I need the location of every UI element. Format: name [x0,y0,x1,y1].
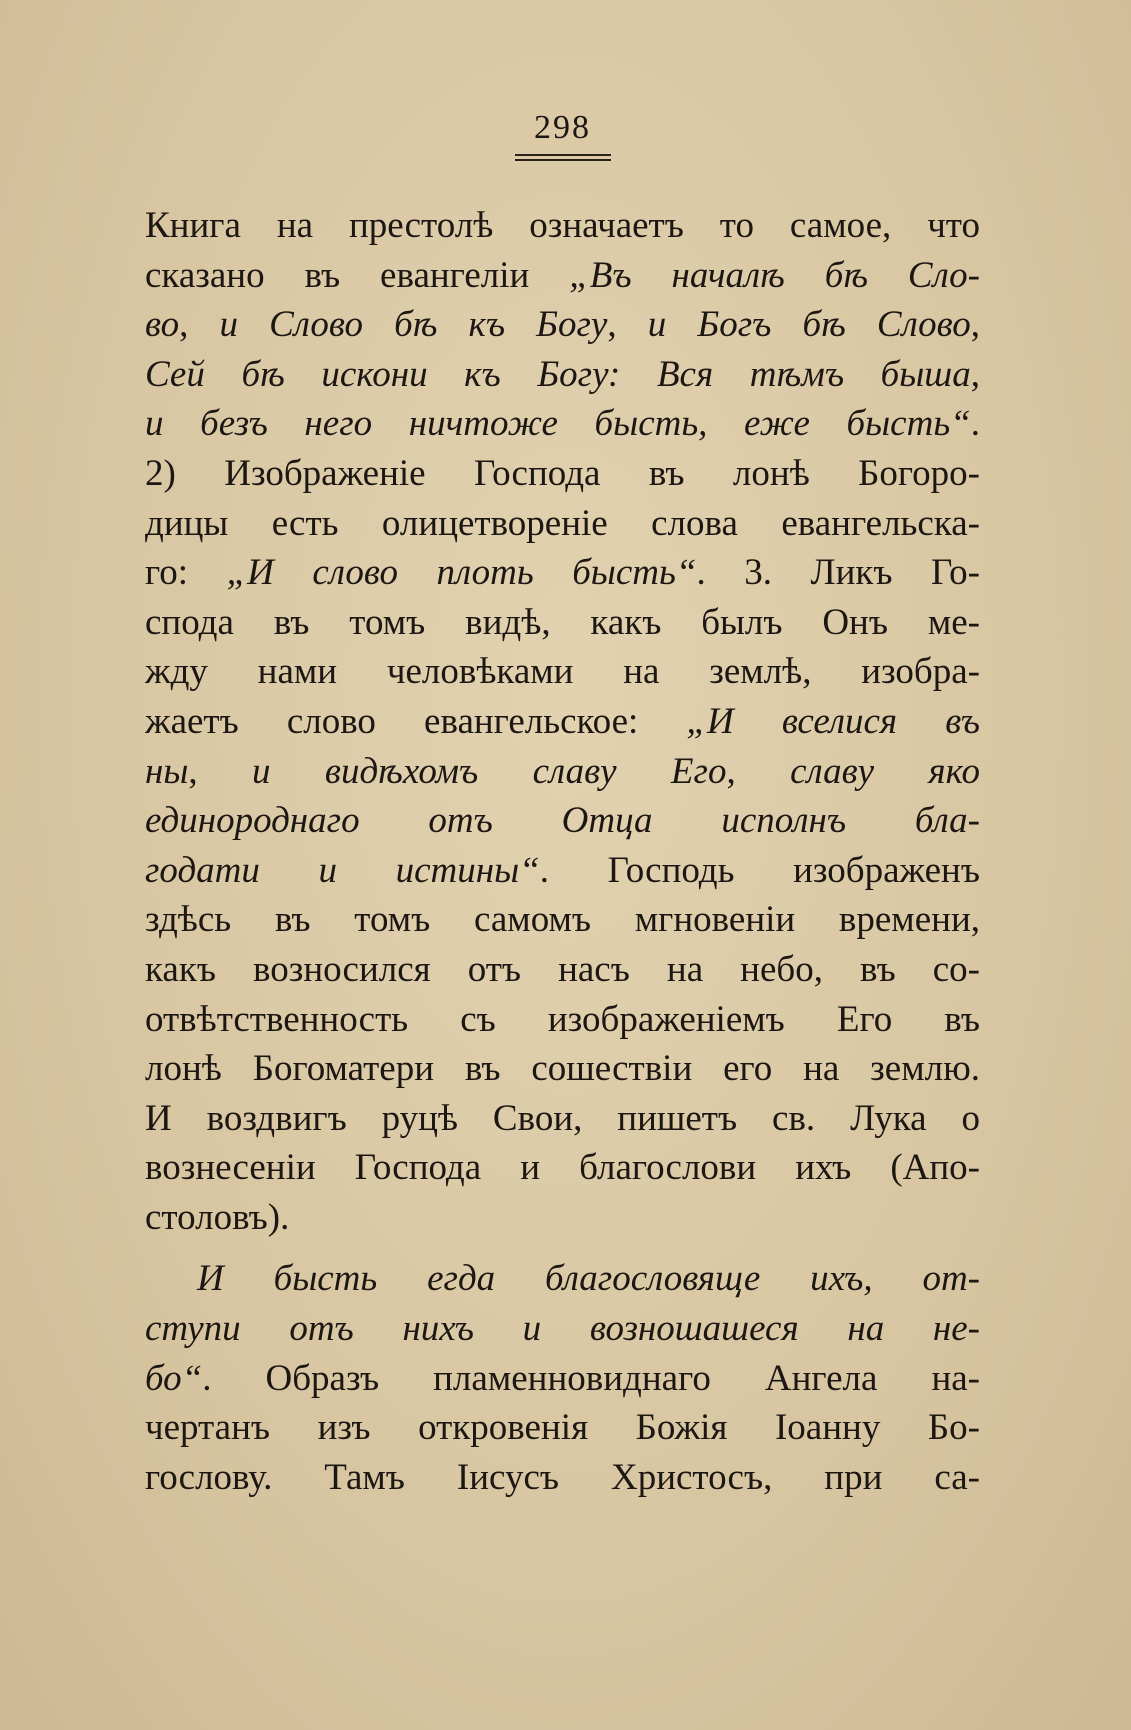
text-line [145,1304,980,1354]
text-line [145,1143,980,1193]
text-line [145,995,980,1045]
italic-quote-segment: и безъ него ничтоже бысть, еже бысть“ [145,403,971,445]
text-line [145,846,980,896]
text-line [145,300,980,350]
text-segment: отвѣтственность съ изображеніемъ Его въ [145,998,980,1040]
text-line [145,251,980,301]
text-segment: жаетъ слово евангельское: [145,700,687,742]
page-number: 298 [534,109,591,146]
italic-quote-segment: И бысть егда благословяще ихъ, от- [197,1258,980,1300]
italic-quote-segment: славу яко [790,750,980,792]
text-segment: Книга на престолѣ означаетъ то самое, что [145,205,980,246]
text-line [145,1193,980,1243]
text-line [145,1094,980,1144]
text-line [145,1453,980,1503]
text-line [145,1254,980,1304]
text-segment: лонѣ Богоматери въ сошествіи его на землю. [145,1048,980,1090]
text-line [145,747,980,797]
text-segment: спода въ томъ видѣ, какъ былъ Онъ ме- [145,601,980,643]
italic-quote-segment: „Въ началѣ бѣ Сло- [569,254,980,296]
text-segment: го: [145,552,227,594]
text-segment: столовъ). [145,1196,290,1238]
text-segment: , [726,750,791,792]
text-line [145,895,980,945]
italic-quote-segment: ны [145,750,189,792]
header-double-rule [515,154,611,161]
text-line [145,548,980,598]
text-segment: , [179,304,220,346]
text-segment: вознесеніи Господа и благослови ихъ (Апо- [145,1147,980,1189]
body-text [145,201,980,1502]
text-line [145,697,980,747]
italic-quote-segment: „И вселися въ [686,700,980,742]
italic-quote-segment: и видѣхомъ славу Его [252,750,727,792]
text-segment: . Господь изображенъ [539,849,980,891]
text-segment: , [970,353,980,395]
text-segment: . [970,403,980,445]
italic-quote-segment: и Слово бѣ къ Богу [219,304,608,346]
text-line [145,1403,980,1453]
book-page [145,108,980,1502]
text-line [145,201,980,251]
italic-quote-segment: единороднаго отъ Отца исполнъ бла- [145,800,980,842]
text-segment: гослову. Тамъ Іисусъ Христосъ, при са- [145,1456,980,1498]
text-line [145,449,980,499]
italic-quote-segment: ступи отъ нихъ и возношашеся на не- [145,1308,980,1350]
text-line [145,796,980,846]
text-segment: , [607,304,648,346]
text-segment: И воздвигъ руцѣ Свои, пишетъ св. Лука о [145,1097,980,1139]
text-segment: жду нами человѣками на землѣ, изобра- [145,651,980,693]
text-segment: , [188,750,253,792]
text-line [145,399,980,449]
italic-quote-segment: „И слово плоть бысть“ [226,552,697,594]
text-segment: . Образъ пламенновиднаго Ангела на- [202,1357,980,1399]
text-line [145,1044,980,1094]
text-line [145,598,980,648]
text-segment: чертанъ изъ откровенія Божія Іоанну Бо- [145,1407,980,1449]
text-line [145,350,980,400]
text-line [145,499,980,549]
italic-quote-segment: Сей бѣ искони къ Богу: Вся тѣмъ быша [145,353,971,395]
text-segment: какъ возносился отъ насъ на небо, въ со- [145,948,980,990]
italic-quote-segment: годати и истины“ [145,849,540,891]
italic-quote-segment: во [145,304,180,346]
text-segment: , [970,304,980,346]
text-segment: дицы есть олицетвореніе слова евангельска- [145,502,980,544]
italic-quote-segment: бо“ [145,1357,203,1399]
text-line [145,647,980,697]
text-line [145,945,980,995]
text-line [145,1354,980,1404]
text-segment: здѣсь въ томъ самомъ мгновеніи времени, [145,899,980,941]
text-segment: сказано въ евангеліи [145,254,570,296]
text-segment: 2) Изображеніе Господа въ лонѣ Богоро- [145,452,980,494]
text-segment: . 3. Ликъ Го- [696,552,980,594]
italic-quote-segment: и Богъ бѣ Слово [647,304,971,346]
